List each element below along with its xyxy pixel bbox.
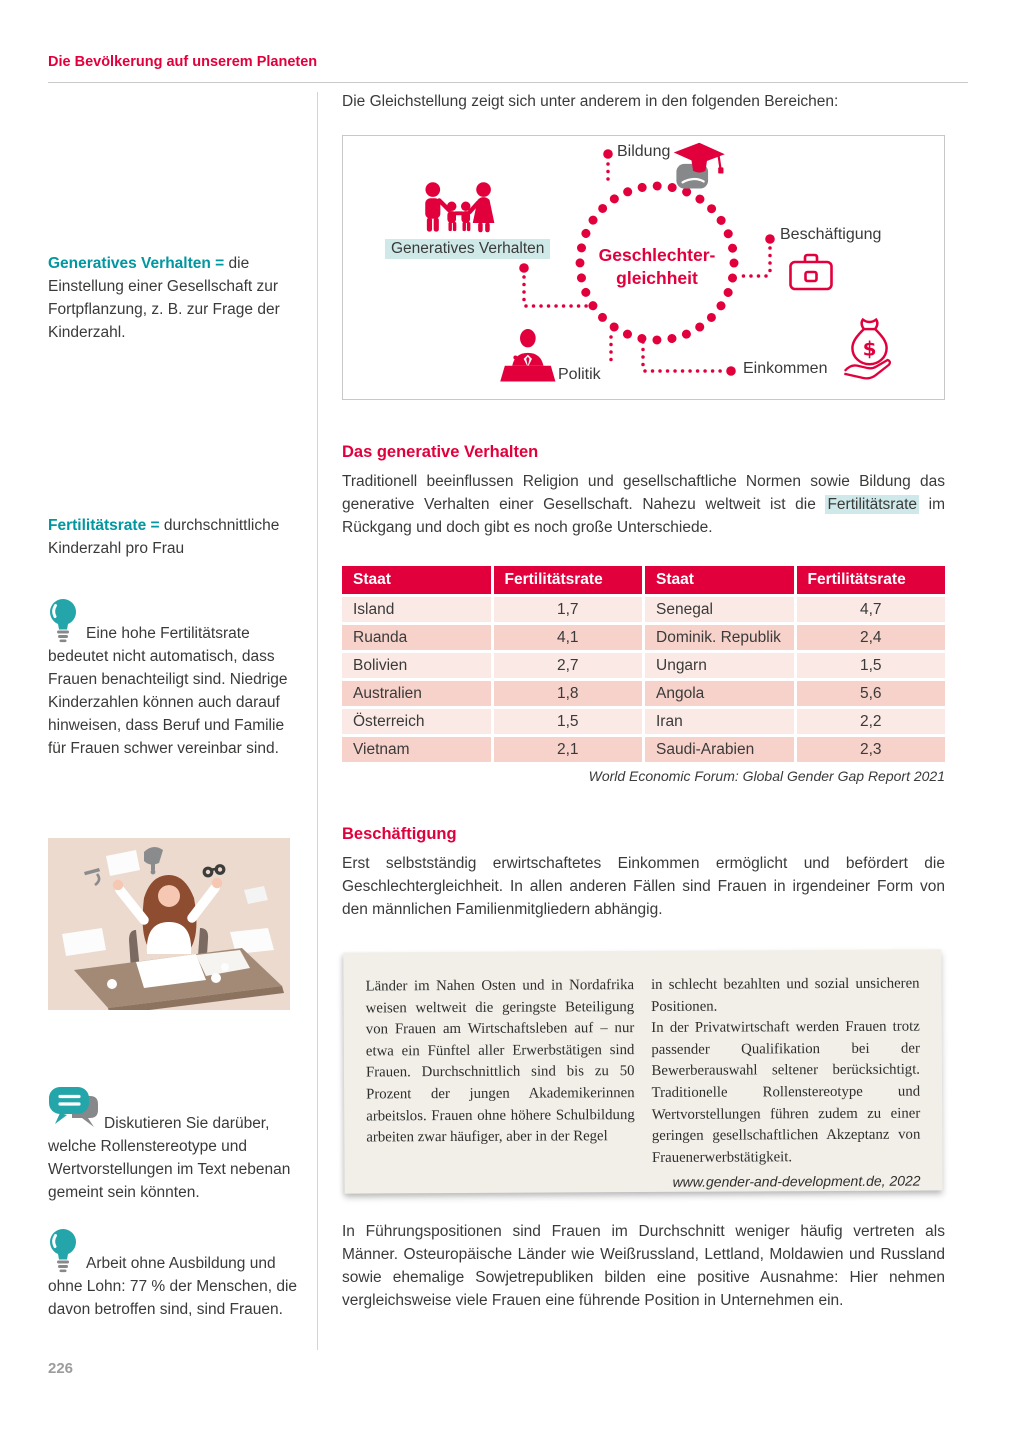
table-cell: Australien xyxy=(342,681,491,706)
table-cell: Bolivien xyxy=(342,653,491,678)
fertility-table-body xyxy=(342,597,945,762)
tip-note-unpaid-work xyxy=(48,1228,301,1321)
quote-paper-box xyxy=(343,949,942,1193)
definition-term: Fertilitätsrate = xyxy=(48,516,160,534)
table-cell: 1,5 xyxy=(797,653,946,678)
definition-text: die Einstellung einer Gesellschaft zur Fortpflanzung, z. B. zur Frage der Kinderzahl. xyxy=(48,254,280,341)
definition-generatives-verhalten xyxy=(48,252,301,344)
table-row xyxy=(342,681,945,706)
gender-equality-diagram xyxy=(342,135,945,400)
table-cell: 2,2 xyxy=(797,709,946,734)
table-source: World Economic Forum: Global Gender Gap Report 2021 xyxy=(588,768,945,784)
table-header-row xyxy=(342,566,945,594)
table-cell: 4,7 xyxy=(797,597,946,622)
table-cell: Iran xyxy=(645,709,794,734)
table-cell: 1,8 xyxy=(494,681,643,706)
highlighted-term: Fertilitätsrate xyxy=(827,496,918,513)
table-cell: Österreich xyxy=(342,709,491,734)
table-cell: Dominik. Republik xyxy=(645,625,794,650)
table-header-cell: Fertilitätsrate xyxy=(797,566,946,594)
lightbulb-icon xyxy=(48,598,78,652)
diagram-node-beschaeftigung: Beschäftigung xyxy=(780,226,882,243)
briefcase-icon xyxy=(791,255,832,289)
table-cell: Angola xyxy=(645,681,794,706)
margin-column xyxy=(48,0,301,1440)
definition-fertilitaetsrate xyxy=(48,514,301,560)
table-cell: 2,1 xyxy=(494,737,643,762)
quote-source: www.gender-and-development.de, 2022 xyxy=(672,1172,921,1191)
table-cell: Vietnam xyxy=(342,737,491,762)
quote-column-right: in schlecht bezahlten und sozial unsicheren Positionen. In der Privatwirtschaft werden Frauen trotz passender Qualifikation bei der Bewerberauswahl seltener berücksichtigt. Traditionelle Rollenstereotype und Wertvorstellungen führen zudem zu einer geringen gesellschaftlichen Akzeptanz von Frauenerwerbstätigkeit. www.gender-and-development.de, 2022 xyxy=(651,974,921,1192)
table-row xyxy=(342,653,945,678)
tip-note-fertility xyxy=(48,598,301,760)
section-heading-generatives-verhalten: Das generative Verhalten xyxy=(342,443,539,461)
table-cell: 1,7 xyxy=(494,597,643,622)
speech-bubbles-icon xyxy=(48,1086,102,1135)
table-cell: Ungarn xyxy=(645,653,794,678)
table-cell: 4,1 xyxy=(494,625,643,650)
table-cell: 2,3 xyxy=(797,737,946,762)
table-cell: Senegal xyxy=(645,597,794,622)
table-header-cell: Staat xyxy=(645,566,794,594)
family-icon xyxy=(425,182,494,232)
table-cell: 5,6 xyxy=(797,681,946,706)
table-row xyxy=(342,737,945,762)
diagram-node-bildung: Bildung xyxy=(617,143,671,160)
section-heading-beschaeftigung: Beschäftigung xyxy=(342,825,457,843)
diagram-node-generatives-verhalten: Generatives Verhalten xyxy=(385,239,550,259)
table-row xyxy=(342,625,945,650)
section-paragraph: Traditionell beeinflussen Religion und gesellschaftliche Normen sowie Bildung das generative Verhalten einer Gesellschaft. Nahezu weltweit ist die Fertilitätsrate im Rückgang und doch gibt es noch große Unterschiede. xyxy=(342,473,945,536)
table-cell: 2,4 xyxy=(797,625,946,650)
quote-column-left: Länder im Nahen Osten und in Nordafrika weisen weltweit die geringste Beteiligung von Frauen am Wirtschaftsleben auf – nur etwa ein Fünftel aller Erwerbstätigen sind Frauen. Durchschnittlich sind bis zu 50 Prozent der jungen Akademikerinnen arbeitslos. Frauen ohne höhere Schulbildung arbeiten zwar häufiger, aber in der Regel xyxy=(365,977,635,1146)
diagram-center-label: Geschlechter- gleichheit xyxy=(598,245,716,288)
closing-paragraph: In Führungspositionen sind Frauen im Durchschnitt weniger häufig vertreten als Männer. Osteuropäische Länder wie Weißrussland, Lettland, Moldawien und Russland sowie ehemalige Sowjetrepubliken bilden eine positive Ausnahme: Hier nehmen vergleichsweise viele Frauen eine führende Position in Unternehmen ein. xyxy=(342,1223,945,1309)
tip-text: Arbeit ohne Ausbildung und ohne Lohn: 77 % der Menschen, die davon betroffen sind, sind Frauen. xyxy=(48,1255,298,1318)
stressed-woman-illustration xyxy=(48,838,290,1010)
table-header-cell: Staat xyxy=(342,566,491,594)
table-cell: 1,5 xyxy=(494,709,643,734)
table-header-cell: Fertilitätsrate xyxy=(494,566,643,594)
tip-text: Eine hohe Fertilitätsrate bedeutet nicht automatisch, dass Frauen benachteiligt sind. Niedrige Kinderzahlen können auch darauf hinweisen, dass Beruf und Familie für Frauen schwer vereinbar sind. xyxy=(48,625,288,757)
chapter-title: Die Bevölkerung auf unserem Planeten xyxy=(48,54,318,70)
graduation-cap-icon xyxy=(674,143,725,189)
diagram-node-einkommen: Einkommen xyxy=(743,360,828,377)
main-column xyxy=(342,0,945,1440)
definition-term: Generatives Verhalten = xyxy=(48,254,225,272)
discussion-text: Diskutieren Sie darüber, welche Rollenstereotype und Wertvorstellungen im Text nebenan gemeint sein könnten. xyxy=(48,1115,291,1201)
section-paragraph: Erst selbstständig erwirtschaftetes Einkommen ermöglicht und befördert die Geschlechtergleichheit. In allen anderen Fällen sind Frauen in irgendeiner Form von den männlichen Familienmitgliedern abhängig. xyxy=(342,855,945,918)
table-cell: Saudi-Arabien xyxy=(645,737,794,762)
column-divider xyxy=(317,92,318,1350)
fertility-table xyxy=(342,566,945,765)
table-cell: Ruanda xyxy=(342,625,491,650)
table-cell: Island xyxy=(342,597,491,622)
money-bag-icon xyxy=(844,320,890,379)
politician-icon xyxy=(500,329,555,381)
intro-text: Die Gleichstellung zeigt sich unter anderem in den folgenden Bereichen: xyxy=(342,93,839,110)
lightbulb-icon xyxy=(48,1228,78,1282)
diagram-node-politik: Politik xyxy=(558,366,601,383)
discussion-task xyxy=(48,1086,301,1204)
svg-text:$: $ xyxy=(862,336,877,361)
table-cell: 2,7 xyxy=(494,653,643,678)
page-number: 226 xyxy=(48,1360,74,1377)
table-row xyxy=(342,597,945,622)
definition-text: durchschnittliche Kinderzahl pro Frau xyxy=(48,516,280,557)
table-row xyxy=(342,709,945,734)
